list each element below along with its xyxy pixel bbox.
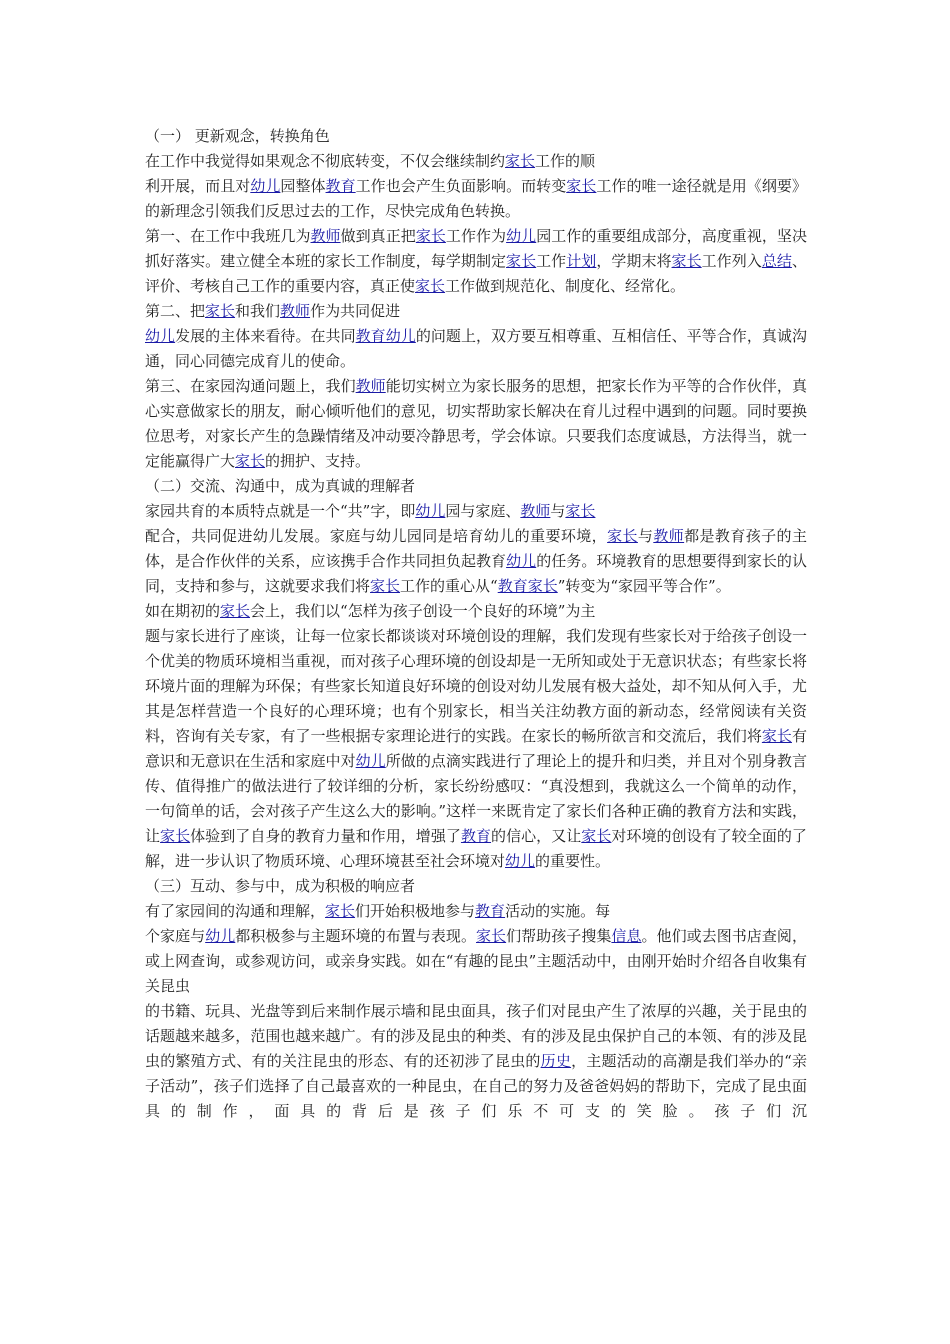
text-run: 们开始积极地参与 [355, 902, 476, 920]
text-run: （三）互动、参与中，成为积极的响应者 [145, 877, 416, 895]
text-run: 工作的唯一途径就是用《纲要》的新理念引领我们反思过去的工作，尽快完成角色转换。 [145, 177, 807, 220]
text-run: 个家庭与 [145, 927, 206, 945]
text-run: 。他们或去图书店查阅，或上网查询，或参观访问，或亲身实践。如在“有趣的昆虫”主题活动中，由刚开始时介绍各自收集有关昆虫 [145, 927, 807, 995]
text-run: 工作 [536, 252, 567, 270]
keyword-link[interactable]: 幼儿 [506, 552, 537, 570]
text-run: 工作也会产生负面影响。而转变 [355, 177, 567, 195]
keyword-link[interactable]: 家长 [581, 827, 612, 845]
keyword-link[interactable]: 家长 [415, 277, 446, 295]
text-run: 体验到了自身的教育力量和作用，增强了 [190, 827, 461, 845]
text-run: 的重要性。 [535, 852, 611, 870]
text-run: 第一、在工作中我班几为 [145, 227, 311, 245]
paragraph [145, 374, 807, 474]
keyword-link[interactable]: 家长 [607, 527, 638, 545]
keyword-link[interactable]: 家长 [160, 827, 191, 845]
text-run: 发展的主体来看待。在共同 [175, 327, 356, 345]
keyword-link[interactable]: 家长 [476, 927, 507, 945]
keyword-link[interactable]: 家长 [565, 502, 596, 520]
document-body [145, 124, 807, 1124]
text-run: （二）交流、沟通中，成为真诚的理解者 [145, 477, 416, 495]
text-run: ”转变为“家园平等合作”。 [557, 577, 731, 595]
keyword-link[interactable]: 教育 [475, 902, 506, 920]
keyword-link[interactable]: 家长 [566, 177, 597, 195]
paragraph [145, 174, 807, 224]
text-run: 作为共同促进 [310, 302, 401, 320]
keyword-link[interactable]: 总结 [761, 252, 792, 270]
text-run: 园与家庭、 [445, 502, 521, 520]
paragraph [145, 999, 807, 1124]
text-run: 所做的点滴实践进行了理论上的提升和归类，并且对个别身教言传、值得推广的做法进行了较详细的分析，家长纷纷感叹：“真没想到，我就这么一个简单的动作，一句简单的话，会对孩子产生这么大的影响。”这样一来既肯定了家长们各种正确的教育方法和实践，让 [145, 752, 807, 845]
paragraph [145, 899, 807, 924]
keyword-link[interactable]: 幼儿 [505, 852, 536, 870]
paragraph [145, 224, 807, 299]
keyword-link[interactable]: 教师 [653, 527, 685, 545]
paragraph [145, 599, 807, 624]
keyword-link[interactable]: 教师 [310, 227, 341, 245]
text-run: 活动的实施。每 [505, 902, 611, 920]
text-run: 家园共育的本质特点就是一个“共”字，即 [145, 502, 416, 520]
text-run: 和我们 [235, 302, 281, 320]
text-run: 的信心，又让 [491, 827, 582, 845]
text-run: 对环境的创设有了较全面的了解，进一步认识了物质环境、心理环境甚至社会环境对 [145, 827, 807, 870]
text-run: 的拥护、支持。 [265, 452, 371, 470]
text-run: 配合，共同促进幼儿发展。家庭与幼儿园同是培育幼儿的重要环境， [145, 527, 608, 545]
paragraph [145, 524, 807, 599]
text-run: 与 [637, 527, 654, 545]
text-run: 工作做到规范化、制度化、经常化。 [445, 277, 686, 295]
keyword-link[interactable]: 教育幼儿 [355, 327, 416, 345]
text-run: 们帮助孩子搜集 [506, 927, 612, 945]
text-run: 工作作为 [445, 227, 507, 245]
keyword-link[interactable]: 家长 [325, 902, 356, 920]
text-run: 第三、在家园沟通问题上，我们 [145, 377, 356, 395]
text-run: 都是教育孩子的主体，是合作伙伴的关系，应该携手合作共同担负起教育 [145, 527, 807, 570]
keyword-link[interactable]: 幼儿 [145, 327, 176, 345]
text-run: （一） 更新观念，转换角色 [145, 127, 330, 145]
text-run: 工作的重心从“ [400, 577, 498, 595]
keyword-link[interactable]: 信息 [611, 927, 642, 945]
keyword-link[interactable]: 家长 [761, 727, 792, 745]
text-run: 做到真正把 [340, 227, 416, 245]
text-run: ，主题活动的高潮是我们举办的“亲子活动”，孩子们选择了自己最喜欢的一种昆虫，在自己的努力及爸爸妈妈的帮助下，完成了昆虫面具的制作，面具的背后是孩子们乐不可支的笑脸。孩子们沉 [145, 1052, 807, 1120]
text-run: 如在期初的 [145, 602, 221, 620]
keyword-link[interactable]: 教育家长 [497, 577, 558, 595]
keyword-link[interactable]: 教师 [520, 502, 551, 520]
keyword-link[interactable]: 幼儿 [415, 502, 446, 520]
text-run: 都积极参与主题环境的布置与表现。 [235, 927, 476, 945]
paragraph [145, 624, 807, 874]
paragraph [145, 149, 807, 174]
keyword-link[interactable]: 家长 [220, 602, 251, 620]
keyword-link[interactable]: 教育 [325, 177, 356, 195]
keyword-link[interactable]: 计划 [566, 252, 597, 270]
keyword-link[interactable]: 家长 [505, 152, 536, 170]
text-run: ，学期末将 [596, 252, 672, 270]
text-run: 的任务。环境教育的思想要得到家长的认同，支持和参与，这就要求我们将 [145, 552, 807, 595]
keyword-link[interactable]: 家长 [415, 227, 446, 245]
text-run: 能切实树立为家长服务的思想，把家长作为平等的合作伙伴，真心实意做家长的朋友，耐心倾听他们的意见，切实帮助家长解决在育儿过程中遇到的问题。同时要换位思考，对家长产生的急躁情绪及冲动要冷静思考，学会体谅。只要我们态度诚恳，方法得当，就一定能赢得广大 [145, 377, 807, 470]
paragraph [145, 124, 807, 149]
text-run: 在工作中我觉得如果观念不彻底转变，不仅会继续制约 [145, 152, 506, 170]
keyword-link[interactable]: 幼儿 [506, 227, 537, 245]
text-run: 工作的顺 [535, 152, 596, 170]
keyword-link[interactable]: 幼儿 [205, 927, 236, 945]
text-run: 题与家长进行了座谈，让每一位家长都谈谈对环境创设的理解，我们发现有些家长对于给孩子创设一个优美的物质环境相当重视，而对孩子心理环境的创设却是一无所知或处于无意识状态；有些家长将环境片面的理解为环保；有些家长知道良好环境的创设对幼儿发展有极大益处，却不知从何入手，尤其是怎样营造一个良好的心理环境；也有个别家长，相当关注幼教方面的新动态，经常阅读有关资料，咨询有关专家，有了一些根据专家理论进行的实践。在家长的畅所欲言和交流后，我们将 [145, 627, 807, 745]
text-run: 的问题上，双方要互相尊重、互相信任、平等合作，真诚沟通，同心同德完成育儿的使命。 [145, 327, 807, 370]
text-run: 第二、把 [145, 302, 206, 320]
paragraph [145, 299, 807, 324]
keyword-link[interactable]: 家长 [235, 452, 266, 470]
text-run: 、评价、考核自己工作的重要内容，真正使 [145, 252, 807, 295]
keyword-link[interactable]: 家长 [370, 577, 401, 595]
keyword-link[interactable]: 教师 [280, 302, 311, 320]
keyword-link[interactable]: 家长 [506, 252, 537, 270]
keyword-link[interactable]: 教师 [355, 377, 386, 395]
text-run: 会上，我们以“怎样为孩子创设一个良好的环境”为主 [250, 602, 596, 620]
paragraph [145, 924, 807, 999]
paragraph [145, 874, 807, 899]
text-run: 园整体 [280, 177, 326, 195]
paragraph [145, 474, 807, 499]
text-run: 利开展，而且对 [145, 177, 251, 195]
text-run: 的书籍、玩具、光盘等到后来制作展示墙和昆虫面具，孩子们对昆虫产生了浓厚的兴趣，关于昆虫的话题越来越多，范围也越来越广。有的涉及昆虫的种类、有的涉及昆虫保护自己的本领、有的涉及昆虫的繁殖方式、有的关注昆虫的形态、有的还初涉了昆虫的 [145, 1002, 807, 1070]
keyword-link[interactable]: 家长 [671, 252, 702, 270]
text-run: 与 [550, 502, 566, 520]
paragraph [145, 324, 807, 374]
text-run: 园工作的重要组成部分，高度重视，坚决抓好落实。建立健全本班的家长工作制度，每学期制定 [145, 227, 807, 270]
keyword-link[interactable]: 幼儿 [250, 177, 281, 195]
text-run: 有了家园间的沟通和理解， [145, 902, 326, 920]
keyword-link[interactable]: 历史 [540, 1052, 572, 1070]
keyword-link[interactable]: 幼儿 [355, 752, 386, 770]
text-run: 工作列入 [701, 252, 762, 270]
text-run: 有意识和无意识在生活和家庭中对 [145, 727, 807, 770]
keyword-link[interactable]: 家长 [205, 302, 236, 320]
paragraph [145, 499, 807, 524]
keyword-link[interactable]: 教育 [460, 827, 492, 845]
